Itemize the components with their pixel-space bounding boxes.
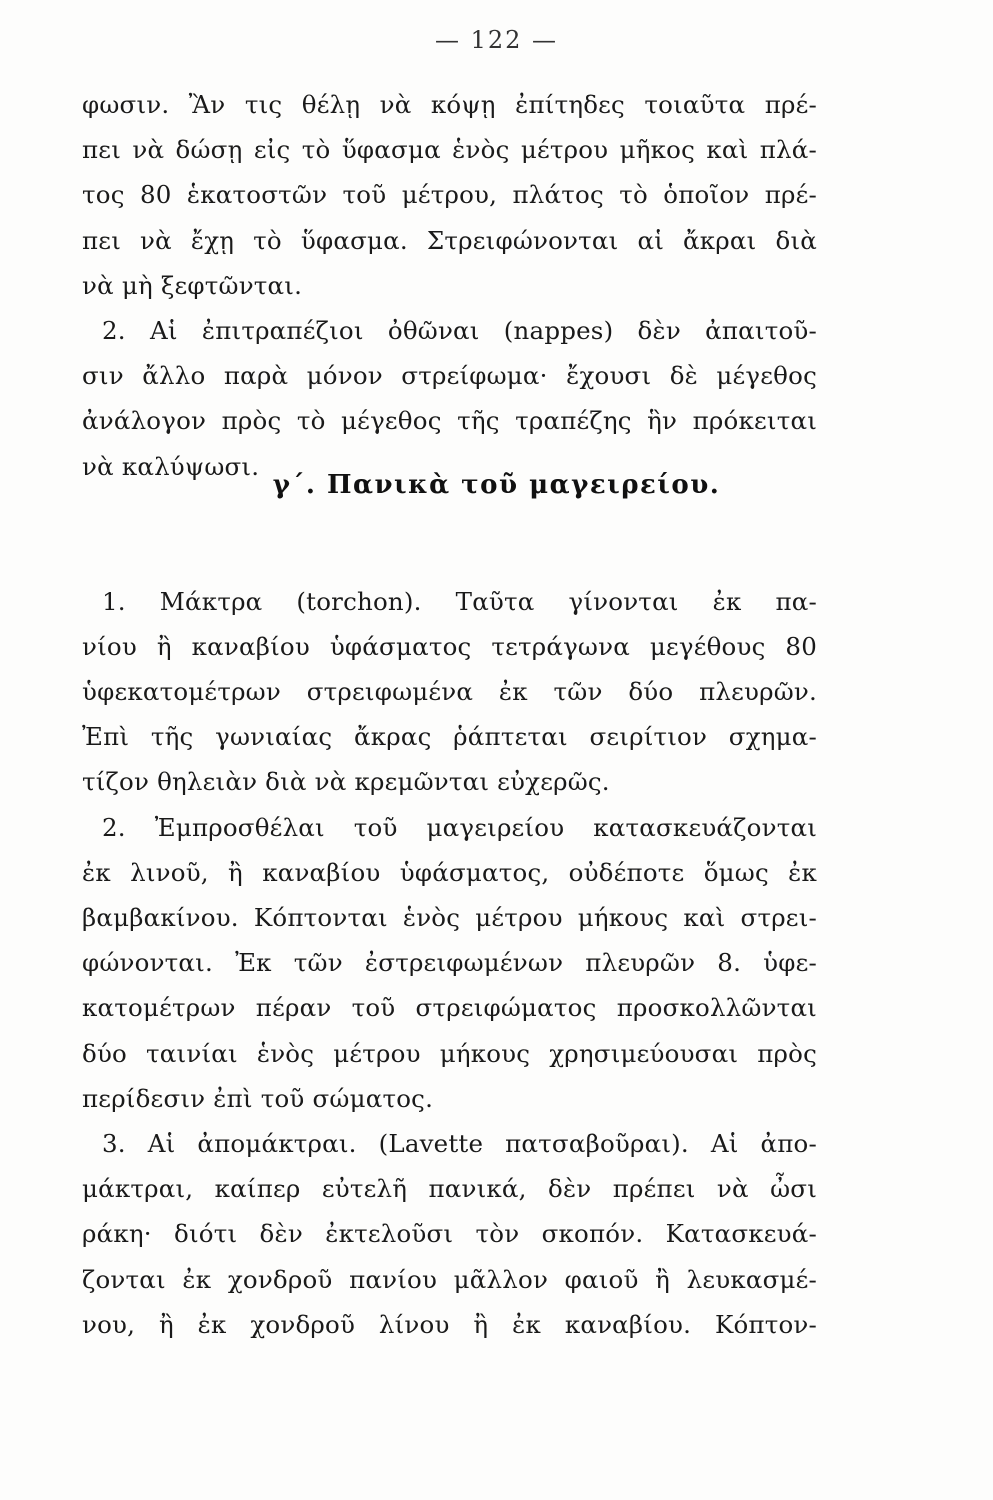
text-line: μάκτραι, καίπερ εὐτελῆ πανικά, δὲν πρέπει νὰ ὦσι (82, 1174, 817, 1204)
text-line: φωσιν. Ἂν τις θέλῃ νὰ κόψῃ ἐπίτηδες τοιαῦτα πρέ- (82, 90, 817, 119)
text-line: Ἐπὶ τῆς γωνιαίας ἄκρας ῥάπτεται σειρίτιον σχημα- (82, 722, 817, 752)
text-line: βαμβακίνου. Κόπτονται ἑνὸς μέτρου μήκους καὶ στρει- (82, 903, 817, 932)
text-line: 3. Αἱ ἀπομάκτραι. (Lavette πατσαβοῦραι). Αἱ ἀπο- (102, 1128, 817, 1158)
text-line: ζονται ἐκ χονδροῦ πανίου μᾶλλον φαιοῦ ἢ λευκασμέ- (82, 1264, 817, 1294)
body-text (82, 82, 817, 1347)
text-line: ράκη· διότι δὲν ἐκτελοῦσι τὸν σκοπόν. Κατασκευά- (82, 1219, 817, 1249)
text-line: νίου ἢ καναβίου ὑφάσματος τετράγωνα μεγέθους 80 (82, 631, 817, 661)
text-line: νου, ἢ ἐκ χονδροῦ λίνου ἢ ἐκ καναβίου. Κόπτον- (82, 1309, 817, 1339)
text-line: ἀνάλογον πρὸς τὸ μέγεθος τῆς τραπέζης ἣν πρόκειται (82, 406, 817, 436)
page-number: — 122 — (434, 26, 559, 54)
section-heading: γ΄. Πανικὰ τοῦ μαγειρείου. (272, 470, 721, 500)
text-line: κατομέτρων πέραν τοῦ στρειφώματος προσκολλῶνται (82, 993, 817, 1023)
text-line: σιν ἄλλο παρὰ μόνον στρείφωμα· ἔχουσι δὲ μέγεθος (82, 361, 817, 391)
text-line: 2. Αἱ ἐπιτραπέζιοι ὀθῶναι (nappes) δὲν ἀπαιτοῦ- (102, 315, 817, 345)
text-line: τίζον θηλειὰν διὰ νὰ κρεμῶνται εὐχερῶς. (82, 767, 610, 797)
text-line: νὰ μὴ ξεφτῶνται. (82, 270, 303, 300)
text-line: πει νὰ ἔχῃ τὸ ὕφασμα. Στρειφώνονται αἱ ἄκραι διὰ (82, 225, 817, 255)
text-line: 2. Ἐμπροσθέλαι τοῦ μαγειρείου κατασκευάζονται (102, 812, 817, 842)
text-line: πει νὰ δώσῃ εἰς τὸ ὕφασμα ἑνὸς μέτρου μῆκος καὶ πλά- (82, 135, 817, 165)
text-line: φώνονται. Ἐκ τῶν ἐστρειφωμένων πλευρῶν 8. ὑφε- (82, 948, 817, 978)
text-line: 1. Μάκτρα (torchon). Ταῦτα γίνονται ἐκ πα- (102, 586, 817, 616)
text-line: ὑφεκατομέτρων στρειφωμένα ἐκ τῶν δύο πλευρῶν. (82, 677, 817, 707)
text-line: νὰ καλύψωσι. (82, 451, 260, 481)
text-line: περίδεσιν ἐπὶ τοῦ σώματος. (82, 1083, 434, 1113)
text-line: δύο ταινίαι ἑνὸς μέτρου μήκους χρησιμεύουσαι πρὸς (82, 1038, 817, 1068)
text-line: τος 80 ἑκατοστῶν τοῦ μέτρου, πλάτος τὸ ὁποῖον πρέ- (82, 180, 817, 210)
text-line: ἐκ λινοῦ, ἢ καναβίου ὑφάσματος, οὐδέποτε ὅμως ἐκ (82, 857, 817, 887)
heading-spacer (82, 489, 817, 579)
